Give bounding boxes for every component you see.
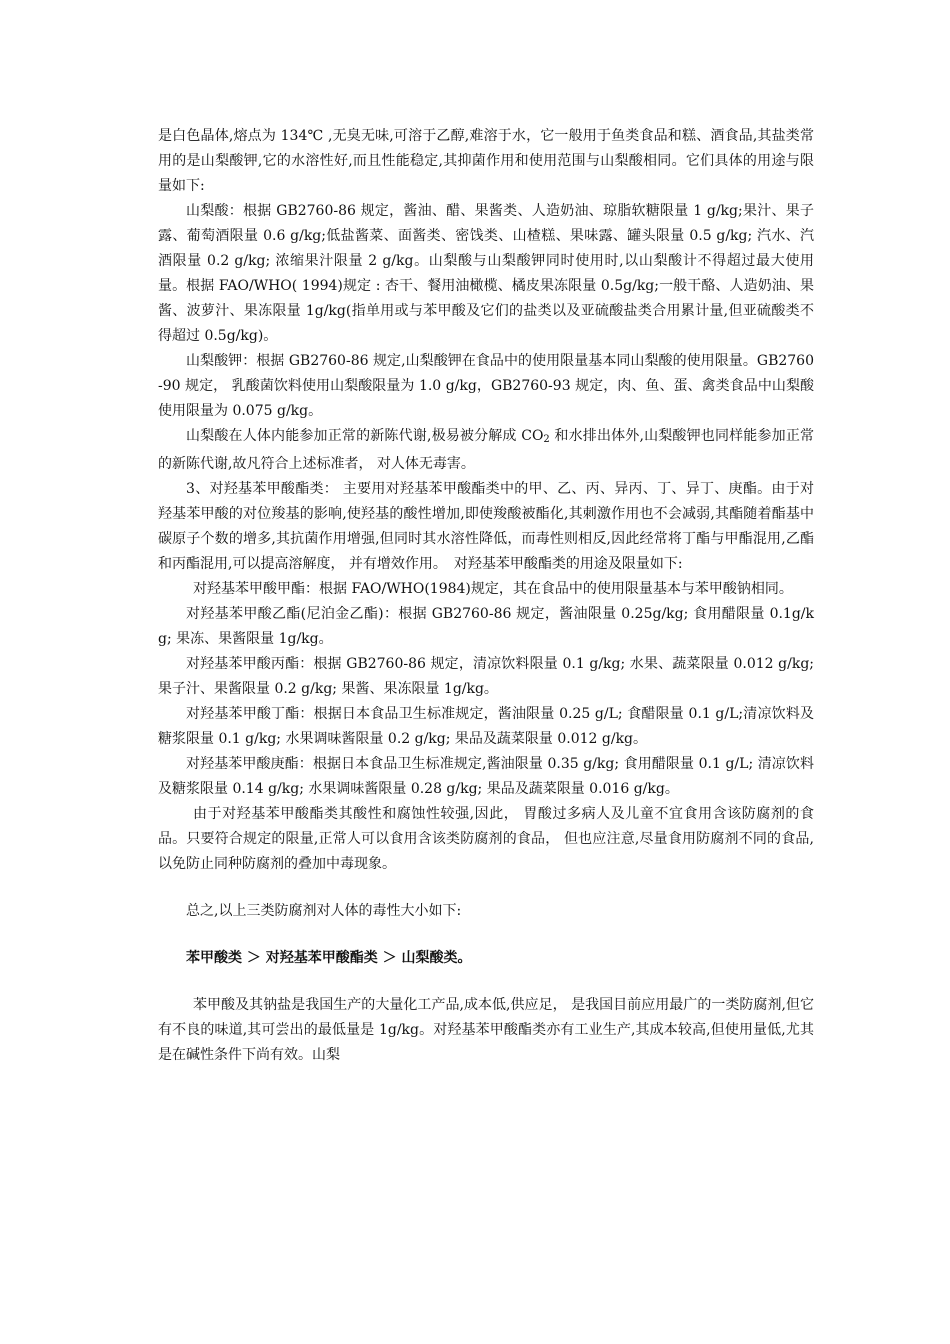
- paragraph-sorbic-intro: 是白色晶体,熔点为 134℃ ,无臭无味,可溶于乙醇,难溶于水，它一般用于鱼类食品和糕、酒食品,其盐类常用的是山梨酸钾,它的水溶性好,而且性能稳定,其抑菌作用和使用范围与山梨酸相同。它们具体的用途与限量如下:: [158, 128, 814, 194]
- document-page: [158, 124, 814, 1068]
- paragraph-butylparaben: 对羟基苯甲酸丁酯：根据日本食品卫生标准规定，酱油限量 0.25 g/L; 食醋限量 0.1 g/L;清凉饮料及糖浆限量 0.1 g/kg; 水果调味酱限量 0.2 g/kg; 果品及蔬菜限量 0.012 g/kg。: [158, 706, 814, 747]
- paragraph-benzoic-acid-notes: 苯甲酸及其钠盐是我国生产的大量化工产品,成本低,供应足， 是我国目前应用最广的一类防腐剂,但它有不良的味道,其可尝出的最低量是 1g/kg。对羟基苯甲酸酯类亦有工业生产,其成本较高,但使用量低,尤其是在碱性条件下尚有效。山梨: [158, 997, 814, 1063]
- paragraph-toxicity-ranking: 苯甲酸类 ＞ 对羟基苯甲酸酯类 ＞ 山梨酸类。: [186, 950, 472, 966]
- paragraph-heptylparaben: 对羟基苯甲酸庚酯：根据日本食品卫生标准规定,酱油限量 0.35 g/kg; 食用醋限量 0.1 g/L; 清凉饮料及糖浆限量 0.14 g/kg; 水果调味酱限量 0.28 g/kg; 果品及蔬菜限量 0.016 g/kg。: [158, 756, 814, 797]
- paragraph-potassium-sorbate-limits: 山梨酸钾：根据 GB2760-86 规定,山梨酸钾在食品中的使用限量基本同山梨酸的使用限量。GB2760-90 规定， 乳酸菌饮料使用山梨酸限量为 1.0 g/kg，GB2760-93 规定，肉、鱼、蛋、禽类食品中山梨酸使用限量为 0.075 g/kg。: [158, 353, 814, 419]
- paragraph-propylparaben: 对羟基苯甲酸丙酯：根据 GB2760-86 规定，清凉饮料限量 0.1 g/kg; 水果、蔬菜限量 0.012 g/kg; 果子汁、果酱限量 0.2 g/kg; 果酱、果冻限量 1g/kg。: [158, 656, 814, 697]
- paragraph-sorbic-acid-limits: 山梨酸：根据 GB2760-86 规定，酱油、醋、果酱类、人造奶油、琼脂软糖限量 1 g/kg;果汁、果子露、葡萄酒限量 0.6 g/kg;低盐酱菜、面酱类、密饯类、山楂糕、果味露、罐头限量 0.5 g/kg; 汽水、汽酒限量 0.2 g/kg; 浓缩果汁限量 2 g/kg。山梨酸与山梨酸钾同时使用时,以山梨酸计不得超过最大使用量。根据 FAO/WHO( 1994)规定 : 杏干、餐用油橄榄、橘皮果冻限量 0.5g/kg;一般干酪、人造奶油、果酱、波萝汁、果冻限量 1g/kg(指单用或与苯甲酸及它们的盐类以及亚硫酸盐类合用累计量,但亚硫酸类不得超过 0.5g/kg)。: [158, 203, 814, 344]
- paragraph-paraben-caution: 由于对羟基苯甲酸酯类其酸性和腐蚀性较强,因此， 胃酸过多病人及儿童不宜食用含该防腐剂的食品。只要符合规定的限量,正常人可以食用含该类防腐剂的食品， 但也应注意,尽量食用防腐剂不同的食品,以免防止同种防腐剂的叠加中毒现象。: [158, 806, 814, 872]
- paragraph-sorbic-metabolism: 山梨酸在人体内能参加正常的新陈代谢,极易被分解成 $CO_2$ 和水排出体外,山梨酸钾也同样能参加正常的新陈代谢,故凡符合上述标准者， 对人体无毒害。: [158, 428, 814, 472]
- paragraph-ethylparaben: 对羟基苯甲酸乙酯(尼泊金乙酯)：根据 GB2760-86 规定，酱油限量 0.25g/kg; 食用醋限量 0.1g/kg; 果冻、果酱限量 1g/kg。: [158, 606, 814, 647]
- paragraph-methylparaben: 对羟基苯甲酸甲酯：根据 FAO/WHO(1984)规定，其在食品中的使用限量基本与苯甲酸钠相同。: [193, 581, 793, 597]
- paragraph-toxicity-summary: 总之,以上三类防腐剂对人体的毒性大小如下:: [186, 903, 462, 919]
- paragraph-paraben-intro: 3、对羟基苯甲酸酯类： 主要用对羟基苯甲酸酯类中的甲、乙、丙、异丙、丁、异丁、庚酯。由于对羟基苯甲酸的对位羧基的影响,使羟基的酸性增加,即使羧酸被酯化,其刺激作用也不会减弱,其酯随着酯基中碳原子个数的增多,其抗菌作用增强,但同时其水溶性降低，而毒性则相反,因此经常将丁酯与甲酯混用,乙酯和丙酯混用,可以提高溶解度， 并有增效作用。 对羟基苯甲酸酯类的用途及限量如下:: [158, 481, 814, 572]
